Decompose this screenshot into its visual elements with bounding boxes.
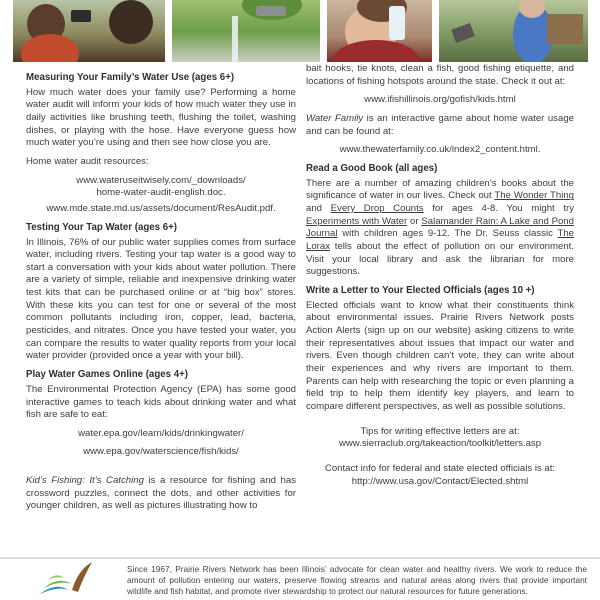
right-column — [306, 63, 575, 488]
usa-gov-link[interactable]: http://www.usa.gov/Contact/Elected.shtml — [351, 475, 529, 487]
read-book-text-1: There are a number of amazing children’s books about the significance of water in our lives. Check out — [306, 177, 574, 202]
read-book-text-2: and — [306, 203, 331, 215]
audit-link-1b[interactable]: home-water-audit-english.doc. — [96, 187, 226, 199]
book-wonder-thing[interactable]: The Wonder Thing — [494, 190, 574, 202]
water-family-body: is an interactive game about home water usage and can be found at: — [306, 112, 574, 137]
book-every-drop-counts[interactable]: Every Drop Counts — [330, 203, 424, 215]
kids-fishing-body: is a resource for fishing and has crossword puzzles, connect the dots, and other activities for younger children, as well as pictures illustrating how to — [26, 475, 296, 512]
kids-fishing-title: Kid’s Fishing: It’s Catching — [26, 475, 144, 487]
epa-link-1[interactable]: water.epa.gov/learn/kids/drinkingwater/ — [78, 427, 244, 439]
heading-tap-water: Testing Your Tap Water (ages 6+) — [26, 221, 177, 233]
left-column — [26, 66, 296, 513]
book-the-lorax[interactable]: The Lorax — [306, 228, 574, 253]
kids-fishing-paragraph — [26, 475, 296, 513]
heading-water-games: Play Water Games Online (ages 4+) — [26, 369, 188, 381]
contact-info-label: Contact info for federal and state elected officials is at: — [324, 463, 556, 474]
photo-child-drinking — [327, 0, 432, 62]
audit-link-2[interactable]: www.mde.state.md.us/assets/document/ResAudit.pdf. — [46, 203, 276, 215]
read-book-text-5: with children ages 9-12. The Dr. Seuss classic — [337, 228, 558, 240]
footer-mission-statement: Since 1967, Prairie Rivers Network has been Illinois’ advocate for clean water and healthy rivers. We work to reduce the amount of pollution entering our waters, preserve flowing streams and natural areas along rivers that provide important wildlife and fish habitat, and promote river stewardship to protect our natural resources for future generations. — [127, 564, 587, 596]
photo-child-in-garden — [439, 0, 588, 62]
heading-read-book: Read a Good Book (all ages) — [306, 162, 438, 174]
read-book-text-6: tells about the effect of pollution on our environment. Visit your local library and ask the librarian for more suggestions. — [306, 241, 574, 278]
audit-link-1a[interactable]: www.wateruseitwisely.com/_downloads/ — [76, 174, 246, 186]
book-salamander-rain[interactable]: Salamander Rain: A Lake and Pond Journal — [306, 215, 574, 240]
book-experiments-with-water[interactable]: Experiments with Water — [306, 215, 408, 227]
prairie-rivers-logo-icon — [38, 560, 96, 600]
water-family-link[interactable]: www.thewaterfamily.co.uk/index2_content.html. — [339, 144, 541, 156]
footer-divider — [0, 557, 600, 559]
water-use-body: How much water does your family use? Performing a home water audit will inform your kids of how much water they use in daily activities like brushing teeth, flushing the toilet, washing dishes, or playing with the hose. Have everyone guess how much water you’re using and then see how close you are. — [26, 86, 296, 149]
letter-tips-label: Tips for writing effective letters are at: — [360, 425, 520, 437]
heading-write-letter: Write a Letter to Your Elected Officials (ages 10 +) — [306, 284, 535, 296]
read-book-text-4: or — [407, 215, 422, 227]
photo-family-water-audit — [13, 0, 165, 62]
water-family-paragraph — [306, 113, 574, 138]
photo-strip — [13, 0, 588, 62]
read-book-body — [306, 178, 574, 279]
audit-resources-label: Home water audit resources: — [26, 156, 149, 168]
epa-link-2[interactable]: www.epa.gov/waterscience/fish/kids/ — [83, 446, 239, 458]
write-letter-body: Elected officials want to know what their constituents think about environmental issues. Prairie Rivers Network posts Action Alerts (sign up on our website) asking citizens to write their representatives about issues that impact our water and rivers. Even though children can’t vote, they can write about their experiences and why rivers are important to them. Parents can help with researching the topic or even planning a field trip to help them identify key players, and learn to compare different perspectives, as well as possible solutions. — [306, 299, 574, 413]
heading-water-use: Measuring Your Family’s Water Use (ages 6+) — [26, 72, 235, 83]
water-games-body: The Environmental Protection Agency (EPA) has some good interactive games to teach kids about drinking water and what fish are safe to eat: — [26, 383, 296, 421]
fishing-continued-body: bait hooks, tie knots, clean a fish, good fishing etiquette, and locations of fishing hotspots around the state. Check it out at: — [306, 63, 574, 87]
read-book-text-3: for ages 4-8. You might try — [423, 203, 575, 215]
sierra-club-link[interactable]: www.sierraclub.org/takeaction/toolkit/letters.asp — [338, 438, 542, 450]
photo-tap-water — [172, 0, 320, 62]
water-family-title: Water Family — [306, 112, 364, 124]
ifish-link[interactable]: www.ifishillinois.org/gofish/kids.html — [364, 94, 516, 106]
tap-water-body: In Illinois, 76% of our public water supplies comes from surface water, including rivers. Testing your tap water is a good way to start a conversation with your kids about water pollution. There are a variety of simple, reliable and inexpensive drinking water test kits that can be purchased online or at “big box” stores. With these kits you can test for one or several of the most common pollutants including iron, copper, lead, bacteria, pesticides, and nitrates. Once you have tested your water, you can compare the results to water quality reports from your local water provider (provided once a year with your bill). — [26, 236, 296, 362]
